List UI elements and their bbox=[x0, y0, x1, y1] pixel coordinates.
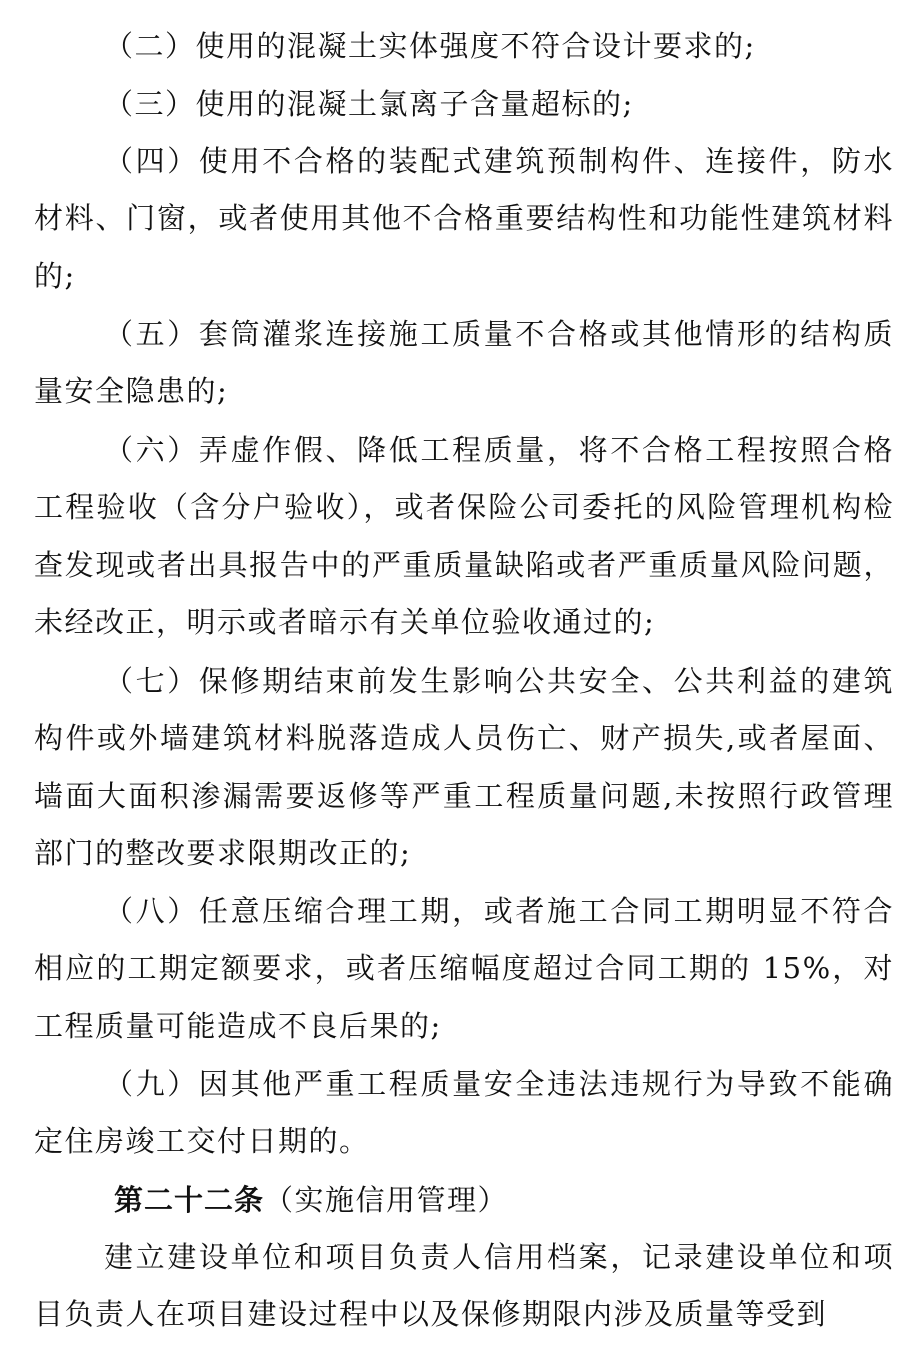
list-item-6: （六）弄虚作假、降低工程质量，将不合格工程按照合格工程验收（含分户验收），或者保险公司委托的风险管理机构检查发现或者出具报告中的严重质量缺陷或者严重质量风险问题，未经改正，明示或者暗示有关单位验收通过的; bbox=[34, 433, 894, 640]
list-item-2: （二）使用的混凝土实体强度不符合设计要求的; bbox=[104, 29, 756, 63]
list-item-5: （五）套筒灌浆连接施工质量不合格或其他情形的结构质量安全隐患的; bbox=[34, 317, 894, 409]
list-item-3: （三）使用的混凝土氯离子含量超标的; bbox=[104, 87, 634, 121]
list-item-4: （四）使用不合格的装配式建筑预制构件、连接件，防水材料、门窗，或者使用其他不合格重要结构性和功能性建筑材料的; bbox=[34, 144, 894, 293]
article-title: （实施信用管理） bbox=[264, 1183, 509, 1217]
article-body: 建立建设单位和项目负责人信用档案，记录建设单位和项目负责人在项目建设过程中以及保修期限内涉及质量等受到 bbox=[34, 1240, 894, 1332]
list-item-8: （八）任意压缩合理工期，或者施工合同工期明显不符合相应的工期定额要求，或者压缩幅度超过合同工期的 15%，对工程质量可能造成不良后果的; bbox=[34, 894, 894, 1043]
list-item-9: （九）因其他严重工程质量安全违法违规行为导致不能确定住房竣工交付日期的。 bbox=[34, 1067, 894, 1159]
article-heading bbox=[114, 1172, 508, 1229]
list-item-7: （七）保修期结束前发生影响公共安全、公共利益的建筑构件或外墙建筑材料脱落造成人员伤亡、财产损失,或者屋面、墙面大面积渗漏需要返修等严重工程质量问题,未按照行政管理部门的整改要求限期改正的; bbox=[34, 664, 894, 871]
article-number: 第二十二条 bbox=[114, 1183, 265, 1217]
